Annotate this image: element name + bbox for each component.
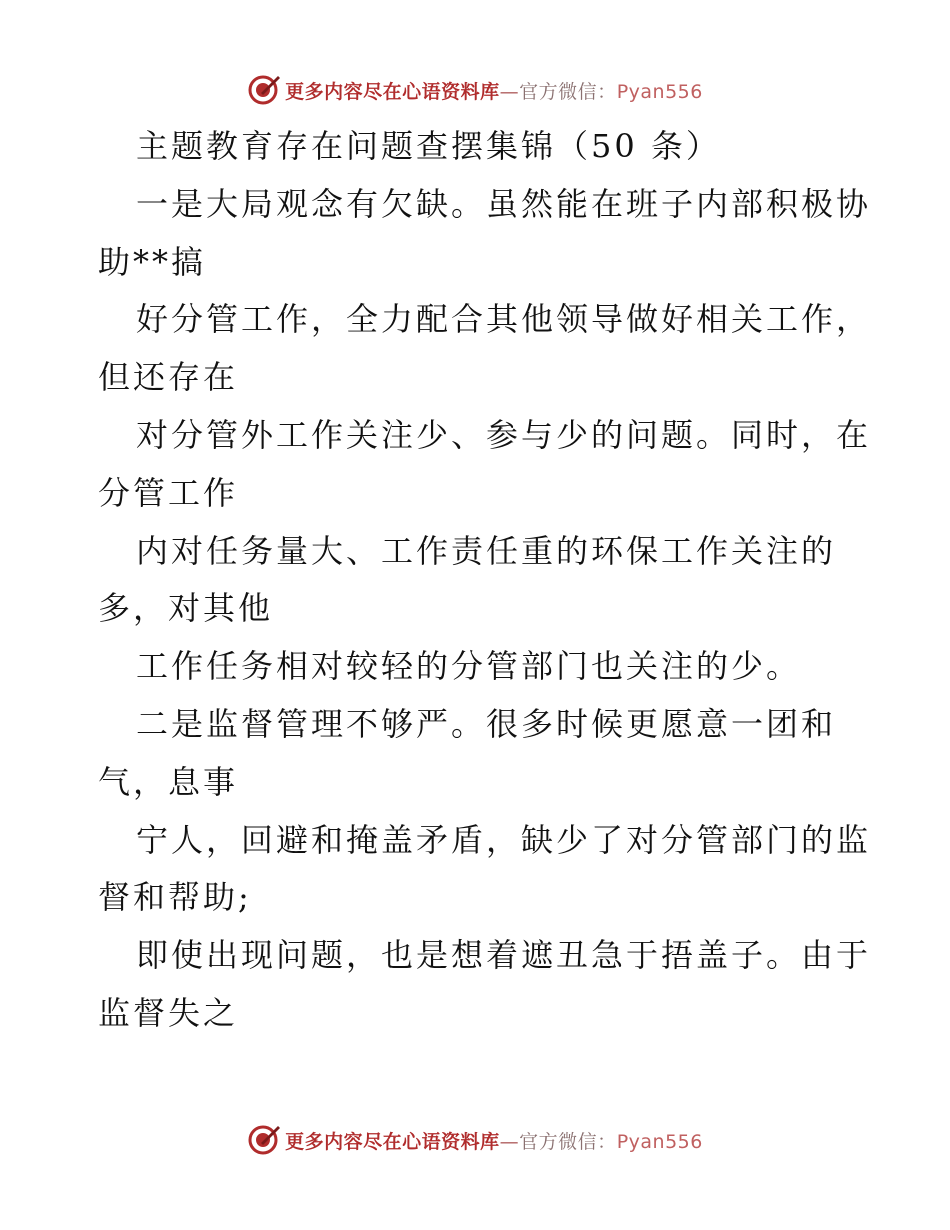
text-line: 二是监督管理不够严。很多时候更愿意一团和 [136, 704, 837, 743]
text-line: 一是大局观念有欠缺。虽然能在班子内部积极协 [136, 184, 872, 223]
text-line: 分管工作 [98, 473, 239, 512]
text-line: 内对任务量大、工作责任重的环保工作关注的 [136, 531, 837, 570]
footer-brand-text: 更多内容尽在心语资料库 [285, 1130, 500, 1153]
footer-dash: — [499, 1130, 520, 1153]
text-line: 对分管外工作关注少、参与少的问题。同时，在 [136, 415, 872, 454]
text-line: 工作任务相对较轻的分管部门也关注的少。 [136, 647, 802, 686]
header-dash: — [499, 80, 520, 103]
document-body [98, 118, 888, 1043]
text-line: 助**搞 [98, 242, 207, 281]
header-banner-text [285, 77, 703, 104]
pen-logo-icon [247, 73, 281, 107]
text-line: 气，息事 [98, 762, 239, 801]
footer-banner [0, 1120, 950, 1160]
pen-logo-icon [247, 1123, 281, 1157]
text-line: 好分管工作，全力配合其他领导做好相关工作， [136, 300, 872, 339]
text-line: 宁人，回避和掩盖矛盾，缺少了对分管部门的监 [136, 820, 872, 859]
header-banner [0, 70, 950, 110]
text-line: 即使出现问题，也是想着遮丑急于捂盖子。由于 [136, 936, 872, 975]
text-line: 多，对其他 [98, 589, 274, 628]
header-wechat-id: Pyan556 [616, 80, 703, 103]
footer-wechat-id: Pyan556 [616, 1130, 703, 1153]
text-line: 督和帮助; [98, 878, 252, 917]
document-title: 主题教育存在问题查摆集锦（50 条） [136, 127, 721, 165]
footer-official-text: 官方微信： [519, 1130, 617, 1153]
header-brand-text: 更多内容尽在心语资料库 [285, 80, 500, 103]
header-official-text: 官方微信： [519, 80, 617, 103]
footer-banner-text [285, 1127, 703, 1154]
text-line: 但还存在 [98, 358, 239, 397]
text-line: 监督失之 [98, 993, 239, 1032]
